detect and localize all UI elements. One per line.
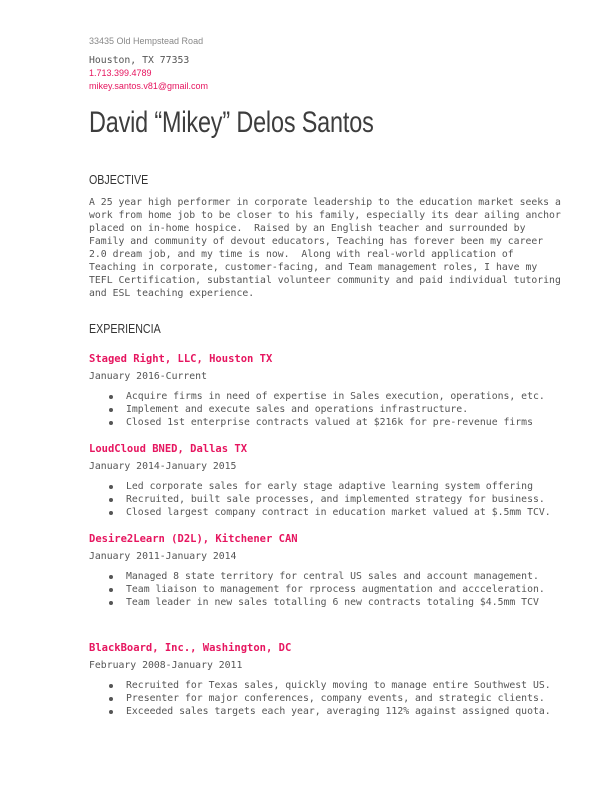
bullet-item [89,493,545,506]
phone-link[interactable]: 1.713.399.4789 [89,68,152,78]
bullet-icon [109,710,113,714]
bullet-text: Presenter for major conferences, company events, and strategic clients. [126,693,545,704]
job-entry [89,353,545,429]
bullet-text: Recruited, built sale processes, and implemented strategy for business. [126,494,545,505]
address-line-1: 33435 Old Hempstead Road [89,36,204,46]
bullet-icon [109,498,113,502]
email-link[interactable]: mikey.santos.v81@gmail.com [89,81,209,91]
experience-heading: EXPERIENCIA [89,321,161,336]
bullet-item [89,390,545,403]
bullet-icon [109,697,113,701]
job-dates: January 2011-January 2014 [89,551,237,562]
bullet-item [89,506,551,519]
bullet-text: Led corporate sales for early stage adaptive learning system offering [126,481,533,492]
bullet-icon [109,395,113,399]
bullet-text: Exceeded sales targets each year, averaging 112% against assigned quota. [126,706,551,717]
bullet-text: Closed 1st enterprise contracts valued at $216k for pre-revenue firms [126,417,533,428]
bullet-text: Team liaison to management for rprocess augmentation and accceleration. [126,584,545,595]
objective-heading: OBJECTIVE [89,172,149,187]
bullet-item [89,416,539,429]
bullet-icon [109,485,113,489]
job-title: LoudCloud BNED, Dallas TX [89,443,248,455]
job-entry [89,533,545,609]
page-title: David “Mikey” Delos Santos [89,106,374,139]
objective-text: A 25 year high performer in corporate leadership to the education market seeks a work from home job to be closer to his family, especially its dear ailing anchor placed on in-home hospice. Raised by an English teacher and surrounded by Family and community of devout educators, Teaching has forever been my career 2.0 dream job, and my time is now. Along with real-world application of Teaching in corporate, customer-facing, and Team management roles, I have my TEFL Certification, substantial volunteer community and paid individual tutoring and ESL teaching experience. [89,197,561,299]
bullet-item [89,403,539,416]
bullet-icon [109,511,113,515]
job-bullets [89,570,545,609]
bullet-text: Managed 8 state territory for central US sales and account management. [126,571,539,582]
job-bullets [89,679,551,718]
bullet-icon [109,575,113,579]
bullet-text: Team leader in new sales totalling 6 new contracts totaling $4.5mm TCV [126,597,539,608]
job-bullets [89,480,551,519]
bullet-item [89,583,545,596]
job-dates: January 2014-January 2015 [89,461,237,472]
bullet-text: Acquire firms in need of expertise in Sales execution, operations, etc. [126,391,545,402]
bullet-text: Closed largest company contract in education market valued at $.5mm TCV. [126,507,551,518]
bullet-item [89,692,545,705]
bullet-icon [109,684,113,688]
bullet-icon [109,421,113,425]
bullet-item [89,679,551,692]
bullet-icon [109,588,113,592]
bullet-item [89,705,551,718]
bullet-text: Implement and execute sales and operations infrastructure. [126,404,469,415]
bullet-icon [109,601,113,605]
job-title: Staged Right, LLC, Houston TX [89,353,273,365]
job-title: BlackBoard, Inc., Washington, DC [89,642,292,654]
bullet-icon [109,408,113,412]
bullet-text: Recruited for Texas sales, quickly moving to manage entire Southwest US. [126,680,551,691]
job-dates: January 2016-Current [89,371,207,382]
bullet-item [89,596,539,609]
bullet-item [89,480,539,493]
job-title: Desire2Learn (D2L), Kitchener CAN [89,533,298,545]
job-entry [89,642,551,718]
job-bullets [89,390,545,429]
bullet-item [89,570,539,583]
job-dates: February 2008-January 2011 [89,660,243,671]
job-entry [89,443,551,519]
address-line-2: Houston, TX 77353 [89,55,190,66]
